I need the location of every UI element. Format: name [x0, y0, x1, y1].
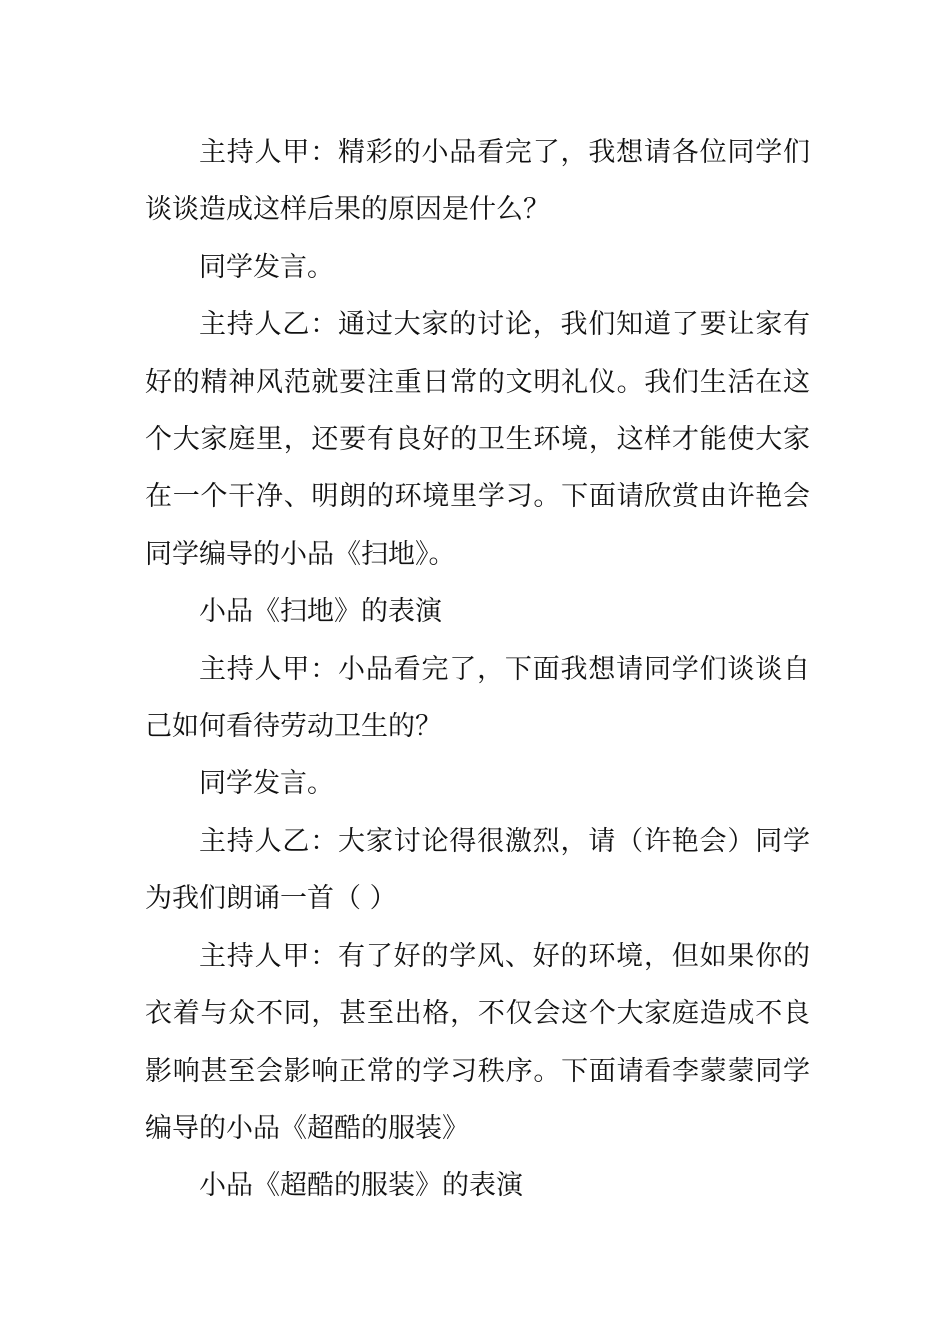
paragraph-host-a-labor: 主持人甲：小品看完了，下面我想请同学们谈谈自己如何看待劳动卫生的？	[145, 653, 810, 743]
paragraph-host-a-question: 主持人甲：精彩的小品看完了，我想请各位同学们谈谈造成这样后果的原因是什么？	[145, 137, 810, 226]
paragraph-student-speech: 同学发言。	[199, 251, 334, 283]
paragraph-sketch-clothing: 小品《超酷的服装》的表演	[199, 1170, 523, 1202]
paragraph-host-b-recitation: 主持人乙：大家讨论得很激烈，请（许艳会）同学为我们朗诵一首（ ）	[145, 825, 810, 915]
paragraph-sketch-sweeping: 小品《扫地》的表演	[199, 596, 442, 628]
paragraph-host-b-introduction: 主持人乙：通过大家的讨论，我们知道了要让家有好的精神风范就要注重日常的文明礼仪。我们生活在这个大家庭里，还要有良好的卫生环境，这样才能使大家在一个干净、明朗的环境里学习。下面请欣赏由许艳会同学编导的小品《扫地》。	[145, 309, 810, 570]
paragraph-student-speech-2: 同学发言。	[199, 768, 334, 800]
document-body	[145, 124, 810, 1215]
paragraph-host-a-clothing: 主持人甲：有了好的学风、好的环境，但如果你的衣着与众不同，甚至出格，不仅会这个大家庭造成不良影响甚至会影响正常的学习秩序。下面请看李蒙蒙同学编导的小品《超酷的服装》	[145, 940, 810, 1144]
